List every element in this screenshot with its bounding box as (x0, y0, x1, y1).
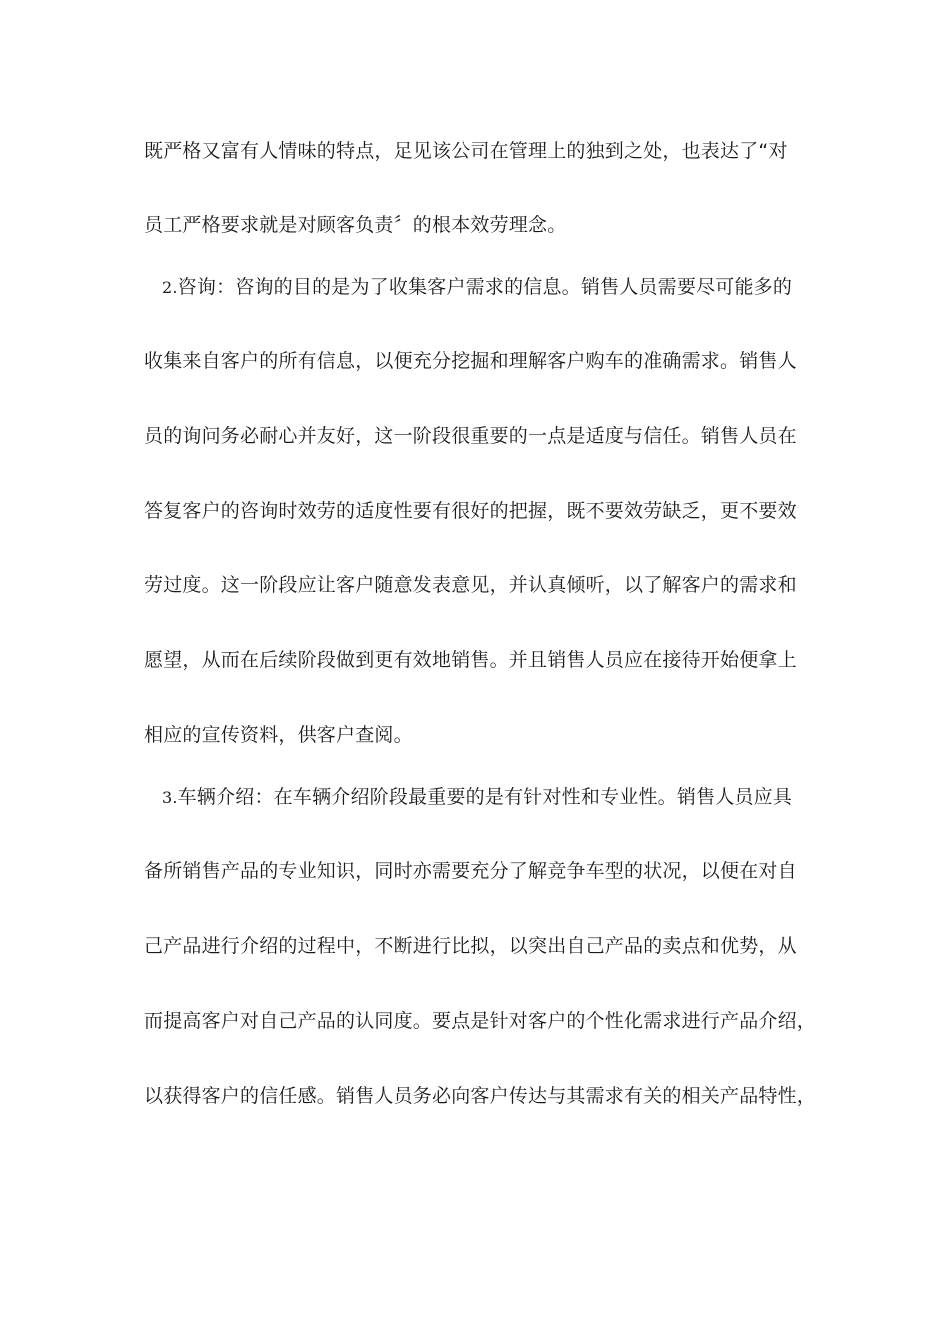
paragraph-line (144, 856, 804, 886)
paragraph-line (144, 1081, 817, 1111)
line-text: 员的询问务必耐心并友好，这一阶段很重要的一点是适度与信任。销售人员在 (144, 425, 797, 447)
line-text: 既严格又富有人情味的特点，足见该公司在管理上的独到之处，也表达了“对 (144, 140, 788, 162)
line-text: 而提高客户对自己产品的认同度。要点是针对客户的个性化需求进行产品介绍， (144, 1010, 817, 1032)
line-text: 答复客户的咨询时效劳的适度性要有很好的把握，既不要效劳缺乏，更不要效 (144, 500, 797, 522)
paragraph-line (144, 136, 804, 166)
paragraph-line (144, 346, 804, 376)
paragraph-line (144, 210, 804, 240)
paragraph-line (144, 645, 804, 675)
item-number: 2. (162, 278, 178, 297)
list-item-vehicle-intro (162, 782, 822, 812)
line-text: 己产品进行介绍的过程中，不断进行比拟，以突出自己产品的卖点和优势，从 (144, 935, 797, 957)
paragraph-line (144, 496, 804, 526)
line-text: 车辆介绍：在车辆介绍阶段最重要的是有针对性和专业性。销售人员应具 (177, 786, 793, 808)
paragraph-line (144, 931, 804, 961)
item-number: 3. (162, 788, 178, 807)
line-text: 相应的宣传资料，供客户查阅。 (144, 724, 413, 746)
line-text: 劳过度。这一阶段应让客户随意发表意见，并认真倾听，以了解客户的需求和 (144, 574, 797, 596)
paragraph-line (144, 720, 804, 750)
line-text: 咨询：咨询的目的是为了收集客户需求的信息。销售人员需要尽可能多的 (177, 276, 793, 298)
line-text: 备所销售产品的专业知识，同时亦需要充分了解竞争车型的状况，以便在对自 (144, 860, 797, 882)
paragraph-line (144, 421, 804, 451)
paragraph-line (144, 1006, 817, 1036)
list-item-consult (162, 272, 822, 302)
line-text: 员工严格要求就是对顾客负责〞的根本效劳理念。 (144, 214, 567, 236)
paragraph-line (144, 570, 804, 600)
line-text: 愿望，从而在后续阶段做到更有效地销售。并且销售人员应在接待开始便拿上 (144, 649, 797, 671)
line-text: 收集来自客户的所有信息，以便充分挖掘和理解客户购车的准确需求。销售人 (144, 350, 797, 372)
line-text: 以获得客户的信任感。销售人员务必向客户传达与其需求有关的相关产品特性， (144, 1085, 817, 1107)
